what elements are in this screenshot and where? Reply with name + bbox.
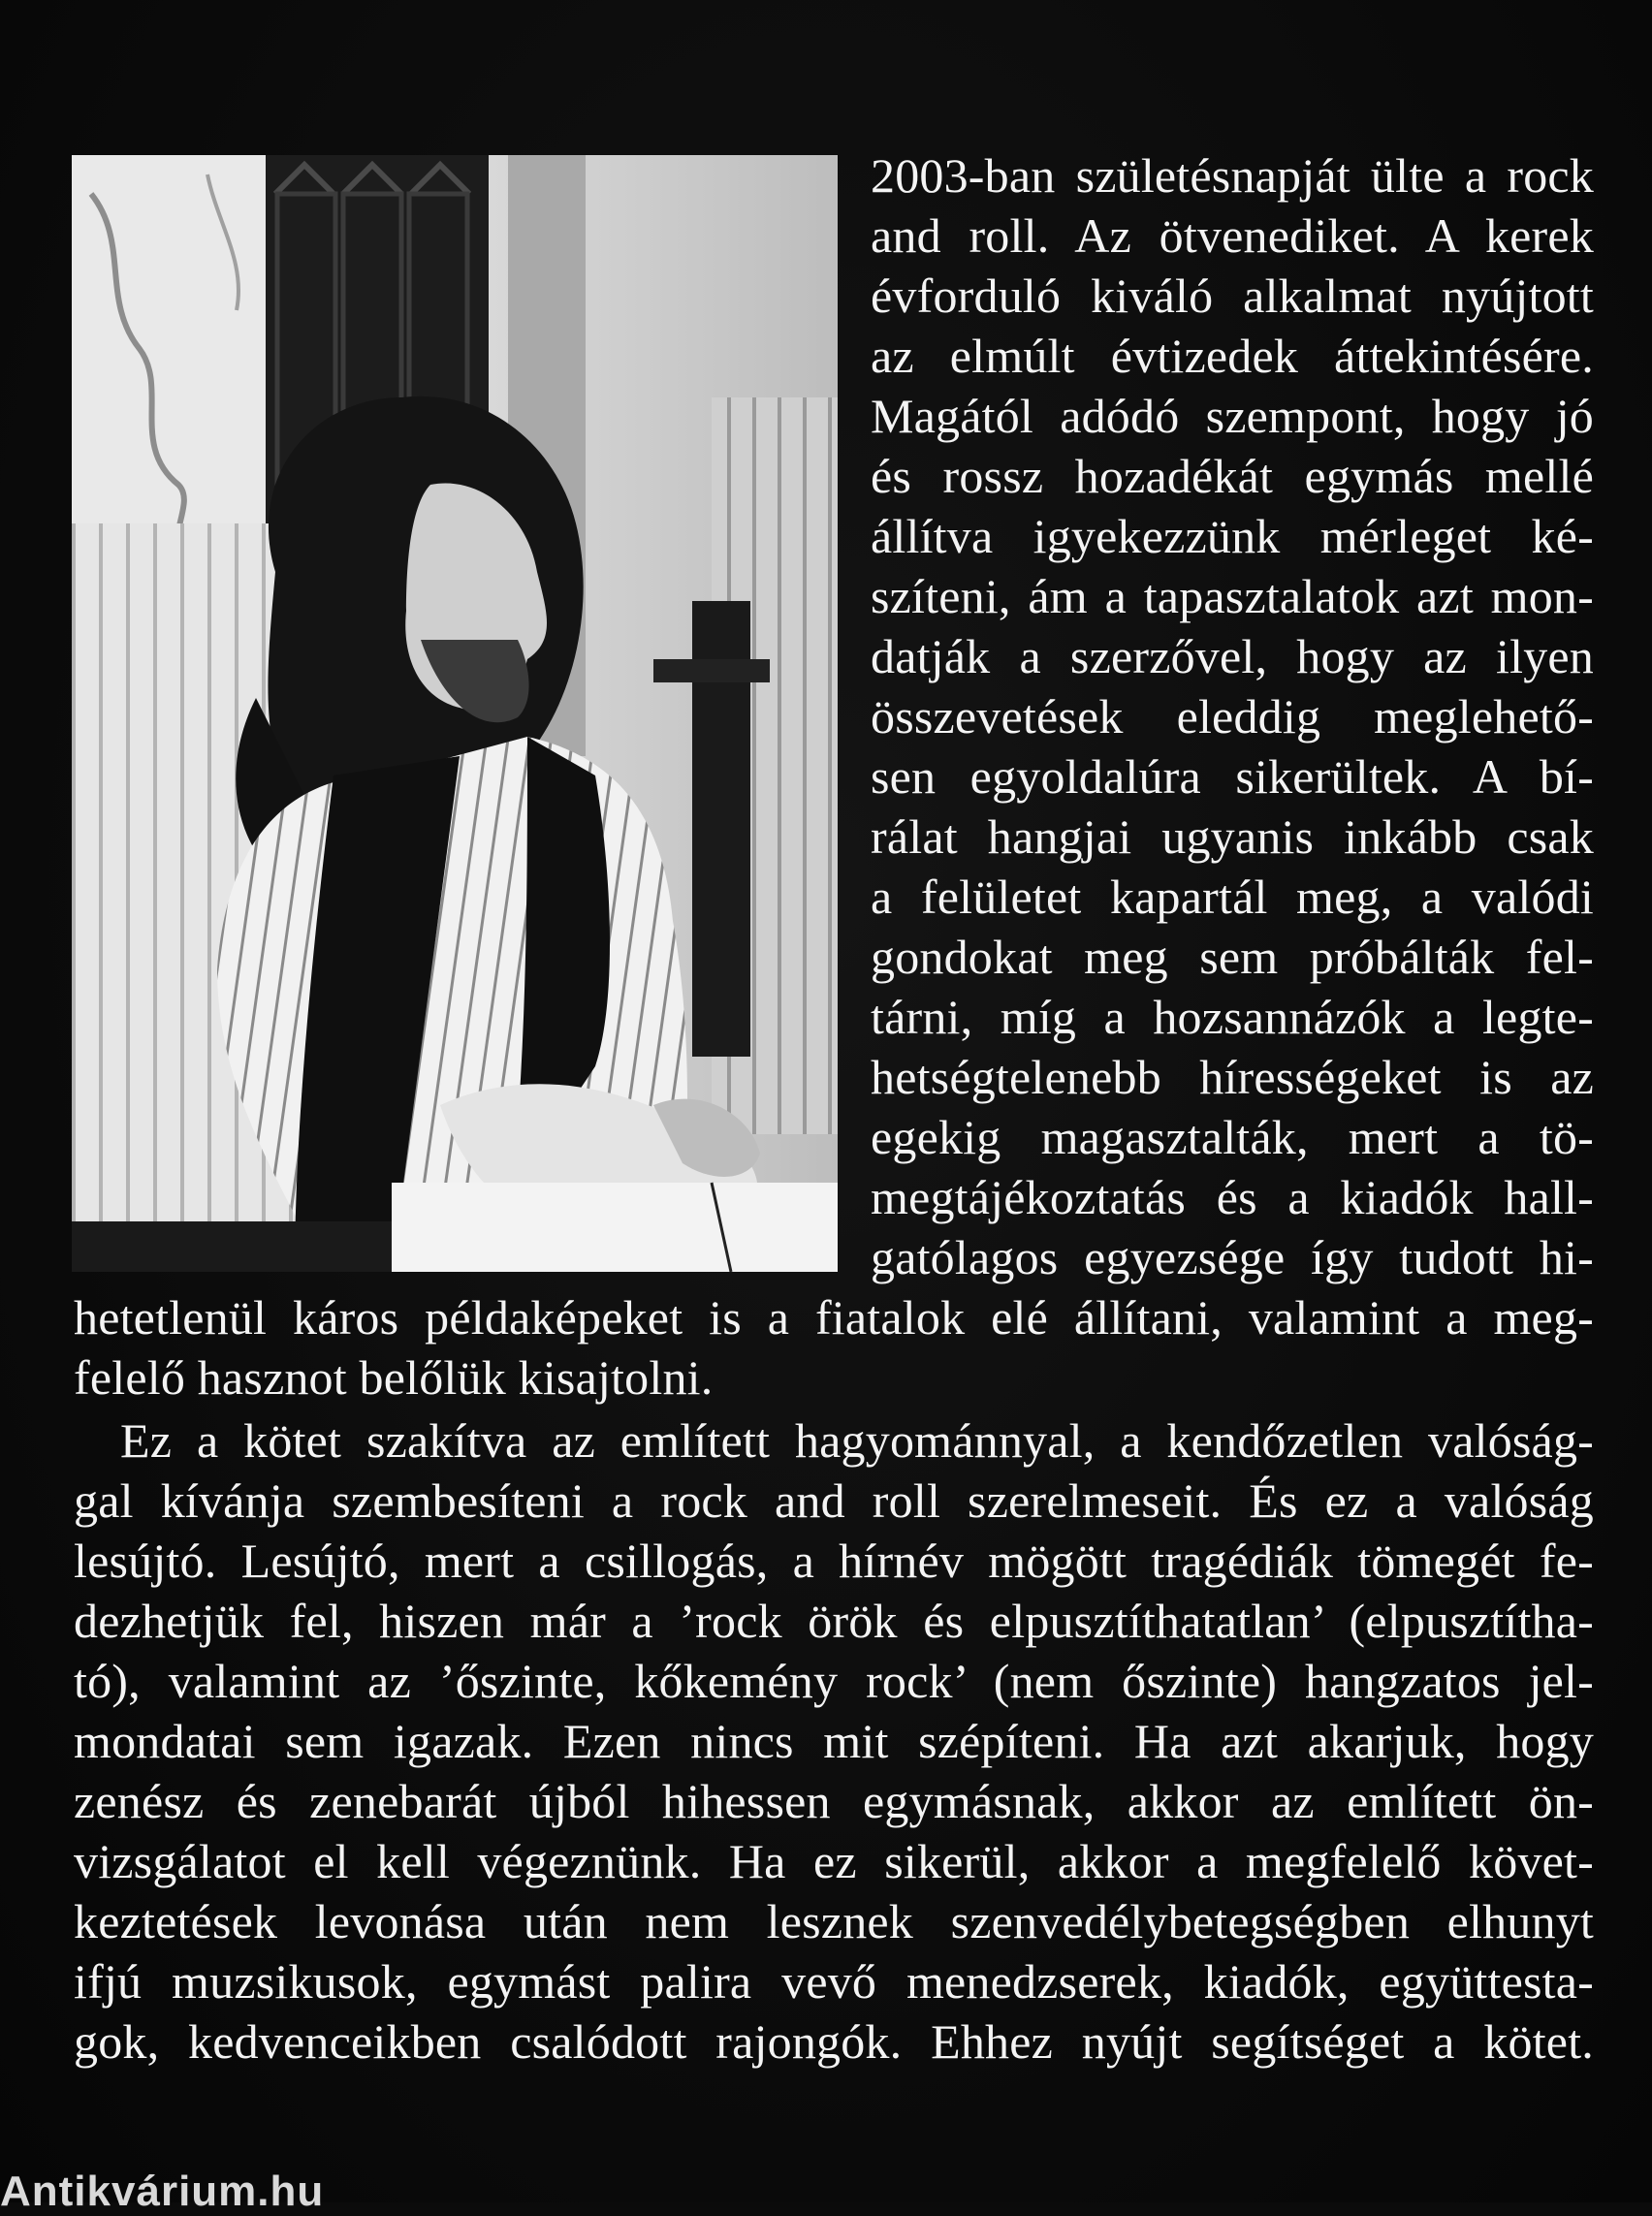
text-line: összevetések eleddig meglehető-	[871, 689, 1594, 744]
text-line: hetségtelenebb hírességeket is az	[871, 1050, 1594, 1104]
text-line: és rossz hozadékát egymás mellé	[871, 449, 1594, 503]
paragraph-line: keztetések levonása után nem lesznek szenvedélybetegségben elhunyt	[74, 1894, 1594, 1948]
text-line: megtájékoztatás és a kiadók hall-	[871, 1170, 1594, 1224]
paragraph-line: mondatai sem igazak. Ezen nincs mit szépíteni. Ha azt akarjuk, hogy	[74, 1714, 1594, 1768]
text-line: szíteni, ám a tapasztalatok azt mon-	[871, 569, 1594, 623]
text-line: gondokat meg sem próbálták fel-	[871, 930, 1594, 984]
text-line: évforduló kiváló alkalmat nyújtott	[871, 269, 1594, 323]
text-line: Magától adódó szempont, hogy jó	[871, 389, 1594, 443]
text-line: datják a szerzővel, hogy az ilyen	[871, 629, 1594, 683]
paragraph-line: gal kívánja szembesíteni a rock and roll szerelmeseit. És ez a valóság	[74, 1473, 1594, 1528]
paragraph-line: zenész és zenebarát újból hihessen egymásnak, akkor az említett ön-	[74, 1774, 1594, 1828]
paragraph-line: gok, kedvenceikben csalódott rajongók. Ehhez nyújt segítséget a kötet.	[74, 2014, 1594, 2069]
author-photo	[72, 155, 838, 1272]
text-line: állítva igyekezzünk mérleget ké-	[871, 509, 1594, 563]
paragraph-line: dezhetjük fel, hiszen már a ’rock örök és elpusztíthatatlan’ (elpusztítha-	[74, 1594, 1594, 1648]
text-line: rálat hangjai ugyanis inkább csak	[871, 809, 1594, 864]
paragraph-line: lesújtó. Lesújtó, mert a csillogás, a hírnév mögött tragédiák tömegét fe-	[74, 1534, 1594, 1588]
text-line: egekig magasztalták, mert a tö-	[871, 1110, 1594, 1164]
text-line: sen egyoldalúra sikerültek. A bí-	[871, 749, 1594, 804]
text-line: hetetlenül káros példaképeket is a fiatalok elé állítani, valamint a meg-	[74, 1290, 1594, 1345]
watermark: Antikvárium.hu	[0, 2168, 325, 2215]
paragraph-line: tó), valamint az ’őszinte, kőkemény rock’ (nem őszinte) hangzatos jel-	[74, 1654, 1594, 1708]
paragraph-line: ifjú muzsikusok, egymást palira vevő menedzserek, kiadók, együttesta-	[74, 1954, 1594, 2009]
text-line: a felületet kapartál meg, a valódi	[871, 870, 1594, 924]
text-line: felelő hasznot belőlük kisajtolni.	[74, 1350, 714, 1405]
text-line: gatólagos egyezsége így tudott hi-	[871, 1230, 1594, 1284]
text-line: 2003-ban születésnapját ülte a rock	[871, 148, 1594, 203]
paragraph-line: Ez a kötet szakítva az említett hagyománnyal, a kendőzetlen valóság-	[120, 1413, 1594, 1468]
text-line: az elmúlt évtizedek áttekintésére.	[871, 329, 1594, 383]
paragraph-line: vizsgálatot el kell végeznünk. Ha ez sikerül, akkor a megfelelő követ-	[74, 1834, 1594, 1888]
text-line: and roll. Az ötvenediket. A kerek	[871, 208, 1594, 263]
text-line: tárni, míg a hozsannázók a legte-	[871, 990, 1594, 1044]
